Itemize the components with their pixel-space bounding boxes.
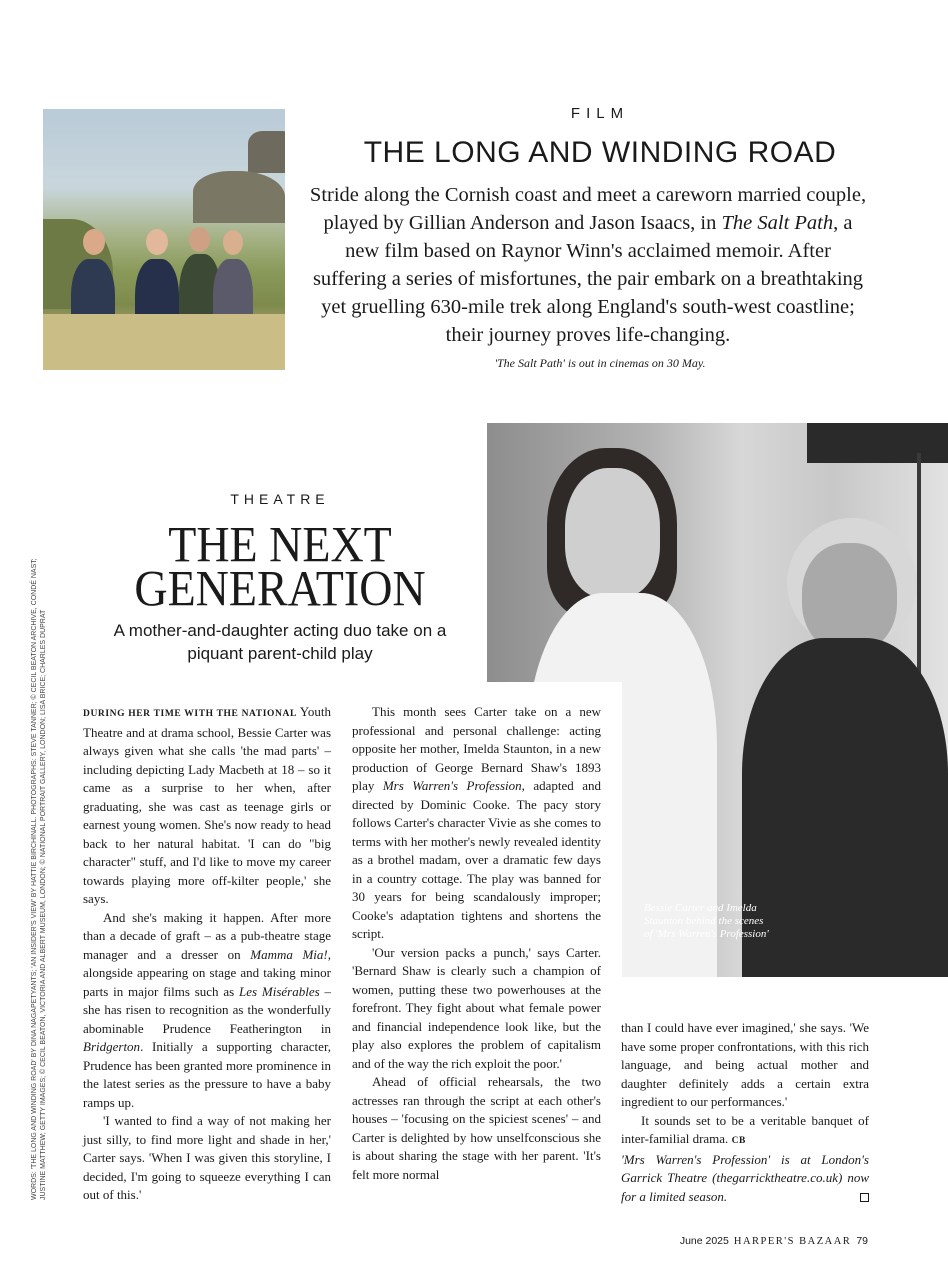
article-column-3 bbox=[621, 1019, 869, 1206]
article-paragraph: than I could have ever imagined,' she says. 'We have some proper confrontations, with this rich language, and being actual mother and daughter definitely adds a certain extra ingredient to our performances.' bbox=[621, 1020, 869, 1109]
page-number: 79 bbox=[856, 1235, 868, 1247]
article-paragraph: 'Our version packs a punch,' says Carter. 'Bernard Shaw is clearly such a champion of women, putting these two powerhouses at the forefront. They fight about what female power and financial independence look like, but the play also explores the problem of capitalism and of the way the rich exploit the poor.' bbox=[352, 944, 601, 1071]
theatre-standfirst: A mother-and-daughter acting duo take on a piquant parent-child play bbox=[113, 621, 447, 663]
article-paragraph: DURING HER TIME WITH THE NATIONAL Youth Theatre and at drama school, Bessie Carter was always given what she calls 'the mad parts' – including depicting Lady Macbeth at 18 – so it came as a surprise to her when, after graduating, she was cast as teenage girls or earnest young women. She's now ready to head back to her natural habitat. 'I can do "big character" stuff, and I'd like to move my career towards playing more off-kilter people,' she says. bbox=[83, 704, 331, 906]
end-of-article-icon bbox=[860, 1193, 869, 1202]
theatre-headline: THE NEXT GENERATION bbox=[134, 516, 426, 617]
production-info-note: 'Mrs Warren's Profession' is at London's Garrick Theatre (thegarricktheatre.co.uk) now for a limited season. bbox=[621, 1151, 869, 1204]
magazine-name: HARPER'S BAZAAR bbox=[733, 1236, 852, 1247]
page-footer bbox=[600, 1235, 868, 1247]
film-title-italic: The Salt Path bbox=[721, 212, 834, 234]
issue-date: June 2025 bbox=[679, 1235, 729, 1247]
film-standfirst: Stride along the Cornish coast and meet a careworn married couple, played by Gillian Anderson and Jason Isaacs, in The Salt Path, a new film based on Raynor Winn's acclaimed memoir. After suffering a series of misfortunes, the pair embark on a breathtaking yet gruelling 630-mile trek along England's south-west coastline; their journey proves life-changing. bbox=[309, 184, 867, 346]
article-paragraph: And she's making it happen. After more than a decade of graft – as a pub-theatre stage manager and a dresser on Mamma Mia!, alongside appearing on stage and taking minor parts in major films such as Les Misérables – she has risen to recognition as the wonderfully abominable Prudence Featherington in Bridgerton. Initially a supporting character, Prudence has been granted more prominence in the latest series as the pressure to have a baby ramps up. bbox=[83, 909, 331, 1110]
lead-in-caps: DURING HER TIME WITH THE NATIONAL bbox=[83, 709, 297, 719]
article-paragraph: It sounds set to be a veritable banquet of inter-familial drama. CB bbox=[621, 1112, 869, 1146]
theatre-section-kicker: THEATRE bbox=[230, 491, 330, 507]
article-paragraph: 'I wanted to find a way of not making her just silly, to find more light and shade in her,' Carter says. 'When I was given this storyline, I decided, I'm going to squeeze everything I can out of this.' bbox=[83, 1113, 331, 1202]
film-still-photo bbox=[43, 109, 285, 370]
film-headline: THE LONG AND WINDING ROAD bbox=[363, 136, 837, 169]
article-column-1 bbox=[83, 703, 331, 1205]
film-release-note: 'The Salt Path' is out in cinemas on 30 May. bbox=[494, 356, 706, 370]
photo-credits: WORDS: 'THE LONG AND WINDING ROAD' BY DINA NAGAPETYANTS; 'AN INSIDER'S VIEW' BY HATTIE BIRCHINALL. PHOTOGRAPHS: STEVE TANNER; © CECIL BEATON ARCHIVE, CONDÉ NAST; JUSTINE MATTHEW; GETTY IMAGES; © CECIL BEATON, VICTORIA AND ALBERT MUSEUM, LONDON; © NATIONAL PORTRAIT GALLERY, LONDON; LISA BRICE; CHARLES DUPRAT bbox=[31, 558, 47, 1200]
article-column-2 bbox=[352, 703, 601, 1184]
article-paragraph: Ahead of official rehearsals, the two actresses ran through the script at each other's houses – 'focusing on the spiciest scenes' – and Carter is delighted by how unselfconscious she is about sharing the stage with her parent. 'It's felt more normal bbox=[352, 1074, 601, 1182]
photo-caption: Bessie Carter and Imelda Staunton behind the scenes of 'Mrs Warren's Profession' bbox=[644, 902, 769, 940]
author-initials: CB bbox=[731, 1136, 746, 1146]
article-paragraph: This month sees Carter take on a new professional and personal challenge: acting opposite her mother, Imelda Staunton, in a new production of George Bernard Shaw's 1893 play Mrs Warren's Profession, adapted and directed by Dominic Cooke. The pacy story follows Carter's character Vivie as she comes to terms with her mother's newly revealed identity as a brothel madam, over a dramatic few days in a country cottage. The play was banned for 30 years for being scandalously improper; Cooke's adaptation tightens and shortens the script. bbox=[352, 704, 601, 941]
film-section-kicker: FILM bbox=[570, 105, 630, 122]
